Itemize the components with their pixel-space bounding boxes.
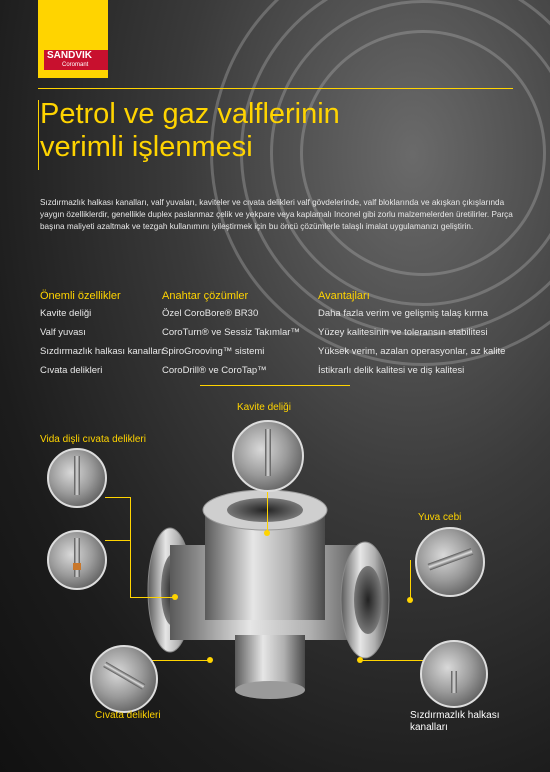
callout-dot <box>264 530 270 536</box>
solutions-heading: Anahtar çözümler <box>162 290 249 302</box>
tool-shape <box>74 538 80 577</box>
tool-shape <box>451 671 457 693</box>
bolt-hole-detail <box>90 645 158 713</box>
advantage-item: İstikrarlı delik kalitesi ve diş kalitesi <box>318 365 465 376</box>
advantages-column <box>318 290 518 384</box>
tool-shape <box>427 548 473 570</box>
threaded-bolt-hole-detail-2 <box>47 530 107 590</box>
solution-item: SpiroGrooving™ sistemi <box>162 346 265 357</box>
solution-item: Özel CoroBore® BR30 <box>162 308 259 319</box>
callout-dot <box>357 657 363 663</box>
sandvik-logo <box>38 0 108 78</box>
intro-paragraph: Sızdırmazlık halkası kanalları, valf yuvaları, kaviteler ve cıvata delikleri valf gövdelerinde, valf bloklarında ve akışkan çıkışlarında yaygın özelliklerdir, genellikle duplex paslanmaz çelik ve yekpare veya kaplamalı Inconel gibi zorlu malzemelerden üretilirler. Parça başına maliyeti azaltmak ve tezgah kullanımını iyileştirmek için bu öncü çözümlerle talaşlı imalat uygulamanızı geliştirin. <box>40 198 513 231</box>
callout-line <box>267 488 268 533</box>
tool-shape <box>265 429 272 477</box>
section-divider <box>200 385 350 386</box>
logo-sub: Coromant <box>44 62 108 70</box>
logo-name: SANDVIK <box>44 50 108 62</box>
tool-tip <box>73 563 82 570</box>
feature-item: Cıvata delikleri <box>40 365 103 376</box>
advantage-item: Yüksek verim, azalan operasyonlar, az kalite <box>318 346 506 357</box>
valve-body-illustration <box>140 490 400 700</box>
advantage-item: Daha fazla verim ve gelişmiş talaş kırma <box>318 308 488 319</box>
threaded-bolt-holes-label: Vida dişli cıvata delikleri <box>40 434 146 445</box>
callout-line <box>130 597 175 598</box>
seal-label-line-1: Sızdırmazlık halkası <box>410 710 500 721</box>
seat-pocket-label: Yuva cebi <box>418 512 462 523</box>
seal-label-line-2: kanalları <box>410 722 448 733</box>
tool-shape <box>103 662 145 690</box>
solution-item: CoroDrill® ve CoroTap™ <box>162 365 267 376</box>
cavity-hole-detail <box>232 420 304 492</box>
feature-item: Valf yuvası <box>40 327 86 338</box>
features-column <box>40 290 165 384</box>
title-accent-bar <box>38 100 39 170</box>
callout-dot <box>407 597 413 603</box>
callout-dot <box>172 594 178 600</box>
title-line-1: Petrol ve gaz valflerinin <box>40 98 340 130</box>
seal-ring-groove-detail <box>420 640 488 708</box>
feature-item: Kavite deliği <box>40 308 92 319</box>
bolt-holes-label: Cıvata delikleri <box>95 710 161 721</box>
callout-dot <box>207 657 213 663</box>
callout-line <box>105 540 130 541</box>
title-line-2: verimli işlenmesi <box>40 131 253 163</box>
seat-pocket-detail <box>415 527 485 597</box>
callout-line <box>410 560 411 600</box>
threaded-bolt-hole-detail-1 <box>47 448 107 508</box>
page-title <box>40 98 340 164</box>
callout-line <box>360 660 430 661</box>
features-heading: Önemli özellikler <box>40 290 121 302</box>
advantages-heading: Avantajları <box>318 290 370 302</box>
header-divider <box>38 88 513 89</box>
cavity-hole-label: Kavite deliği <box>237 402 291 413</box>
callout-line <box>105 497 130 498</box>
seal-ring-grooves-label <box>410 710 499 734</box>
tool-shape <box>74 456 80 495</box>
solution-item: CoroTurn® ve Sessiz Takımlar™ <box>162 327 300 338</box>
advantage-item: Yüzey kalitesinin ve toleransın stabilitesi <box>318 327 488 338</box>
solutions-column <box>162 290 312 384</box>
feature-item: Sızdırmazlık halkası kanalları <box>40 346 164 357</box>
callout-line <box>130 497 131 597</box>
